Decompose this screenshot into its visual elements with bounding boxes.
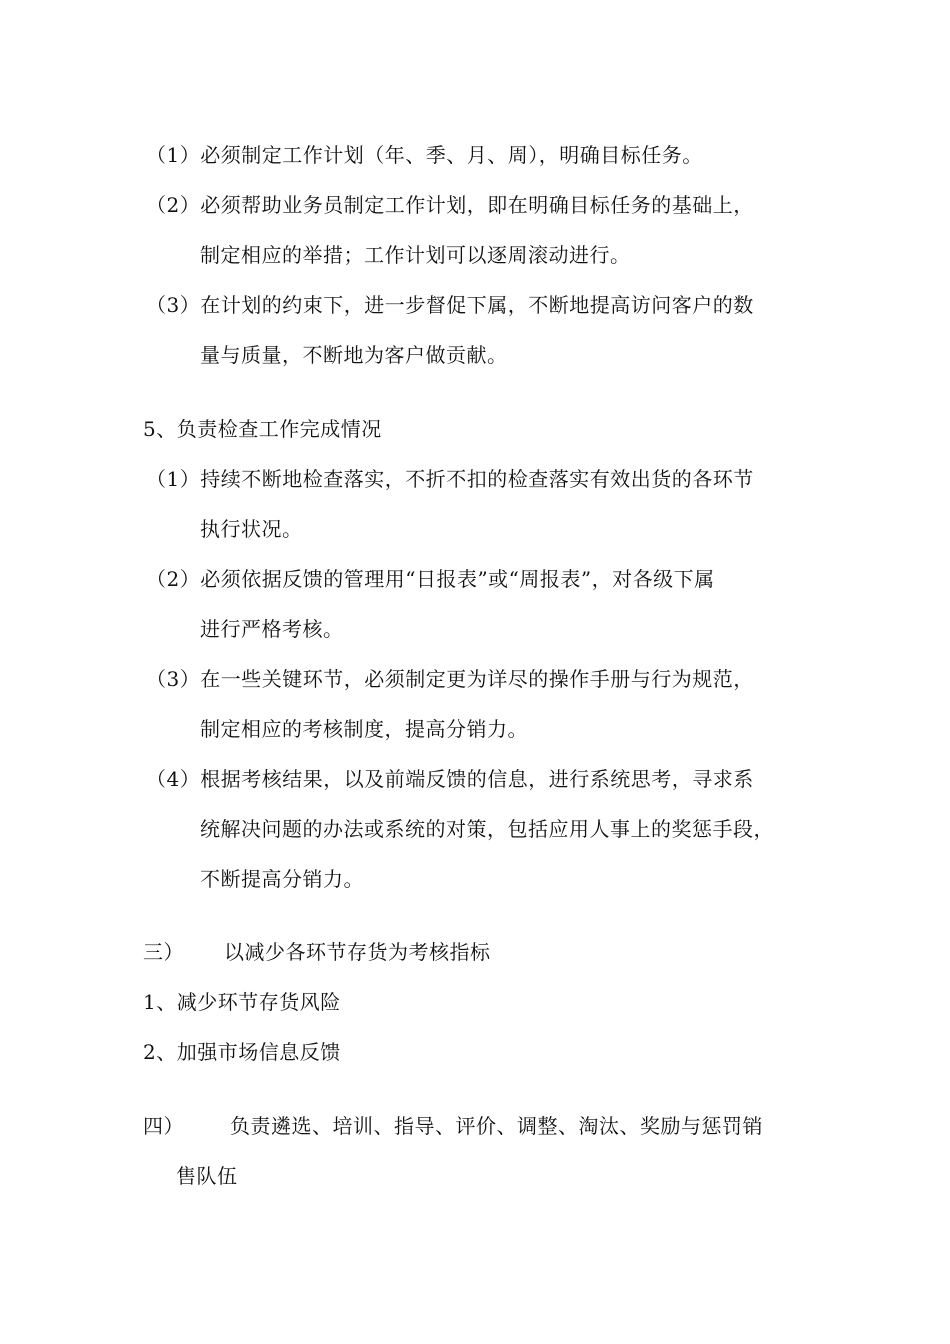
- section-title: 以减少各环节存货为考核指标: [224, 940, 491, 964]
- item-5-4-cont1: [200, 815, 774, 843]
- item-number: （4）: [146, 767, 201, 791]
- item-number: （2）: [146, 193, 201, 217]
- item-5-4: [146, 765, 754, 793]
- item-text: 必须依据反馈的管理用“日报表”或“周报表”，对各级下属: [200, 567, 715, 591]
- item-text: 在计划的约束下，进一步督促下属，不断地提高访问客户的数: [200, 293, 754, 317]
- section-title: 负责遴选、培训、指导、评价、调整、淘汰、奖励与惩罚销: [230, 1114, 763, 1138]
- item-number: （3）: [146, 293, 201, 317]
- item-5-1-cont: [200, 515, 303, 543]
- item-a1: [146, 141, 703, 169]
- item-text: 制定相应的举措；工作计划可以逐周滚动进行。: [200, 243, 631, 267]
- item-a3-cont: [200, 341, 508, 369]
- item-a2-cont: [200, 241, 631, 269]
- item-a3: [146, 291, 754, 319]
- section-label: 三）: [143, 940, 184, 964]
- section-3-item-2: 2、加强市场信息反馈: [143, 1040, 341, 1064]
- item-text: 统解决问题的办法或系统的对策，包括应用人事上的奖惩手段，: [200, 817, 774, 841]
- item-text: 持续不断地检查落实，不折不扣的检查落实有效出货的各环节: [200, 467, 754, 491]
- section-5-heading: 5、负责检查工作完成情况: [143, 417, 382, 441]
- item-5-4-cont2: [200, 865, 364, 893]
- item-number: （2）: [146, 567, 201, 591]
- item-text: 必须制定工作计划（年、季、月、周），明确目标任务。: [200, 143, 703, 167]
- item-5-1: [146, 465, 754, 493]
- section-4-heading: [143, 1112, 763, 1140]
- item-text: 必须帮助业务员制定工作计划，即在明确目标任务的基础上，: [200, 193, 754, 217]
- section-label: 四）: [143, 1114, 184, 1138]
- item-number: （1）: [146, 467, 201, 491]
- item-text: 不断提高分销力。: [200, 867, 364, 891]
- item-5-3-cont: [200, 715, 528, 743]
- section-3-item-1: 1、减少环节存货风险: [143, 990, 341, 1014]
- item-a2: [146, 191, 754, 219]
- section-3-heading: [143, 938, 491, 966]
- item-text: 制定相应的考核制度，提高分销力。: [200, 717, 528, 741]
- item-5-2-cont: [200, 615, 344, 643]
- item-5-3: [146, 665, 754, 693]
- item-number: （1）: [146, 143, 201, 167]
- item-number: （3）: [146, 667, 201, 691]
- item-text: 量与质量，不断地为客户做贡献。: [200, 343, 508, 367]
- item-text: 根据考核结果，以及前端反馈的信息，进行系统思考，寻求系: [200, 767, 754, 791]
- item-text: 执行状况。: [200, 517, 303, 541]
- item-text: 进行严格考核。: [200, 617, 344, 641]
- item-text: 在一些关键环节，必须制定更为详尽的操作手册与行为规范，: [200, 667, 754, 691]
- item-5-2: [146, 565, 715, 593]
- section-4-heading-cont: 售队伍: [176, 1164, 238, 1188]
